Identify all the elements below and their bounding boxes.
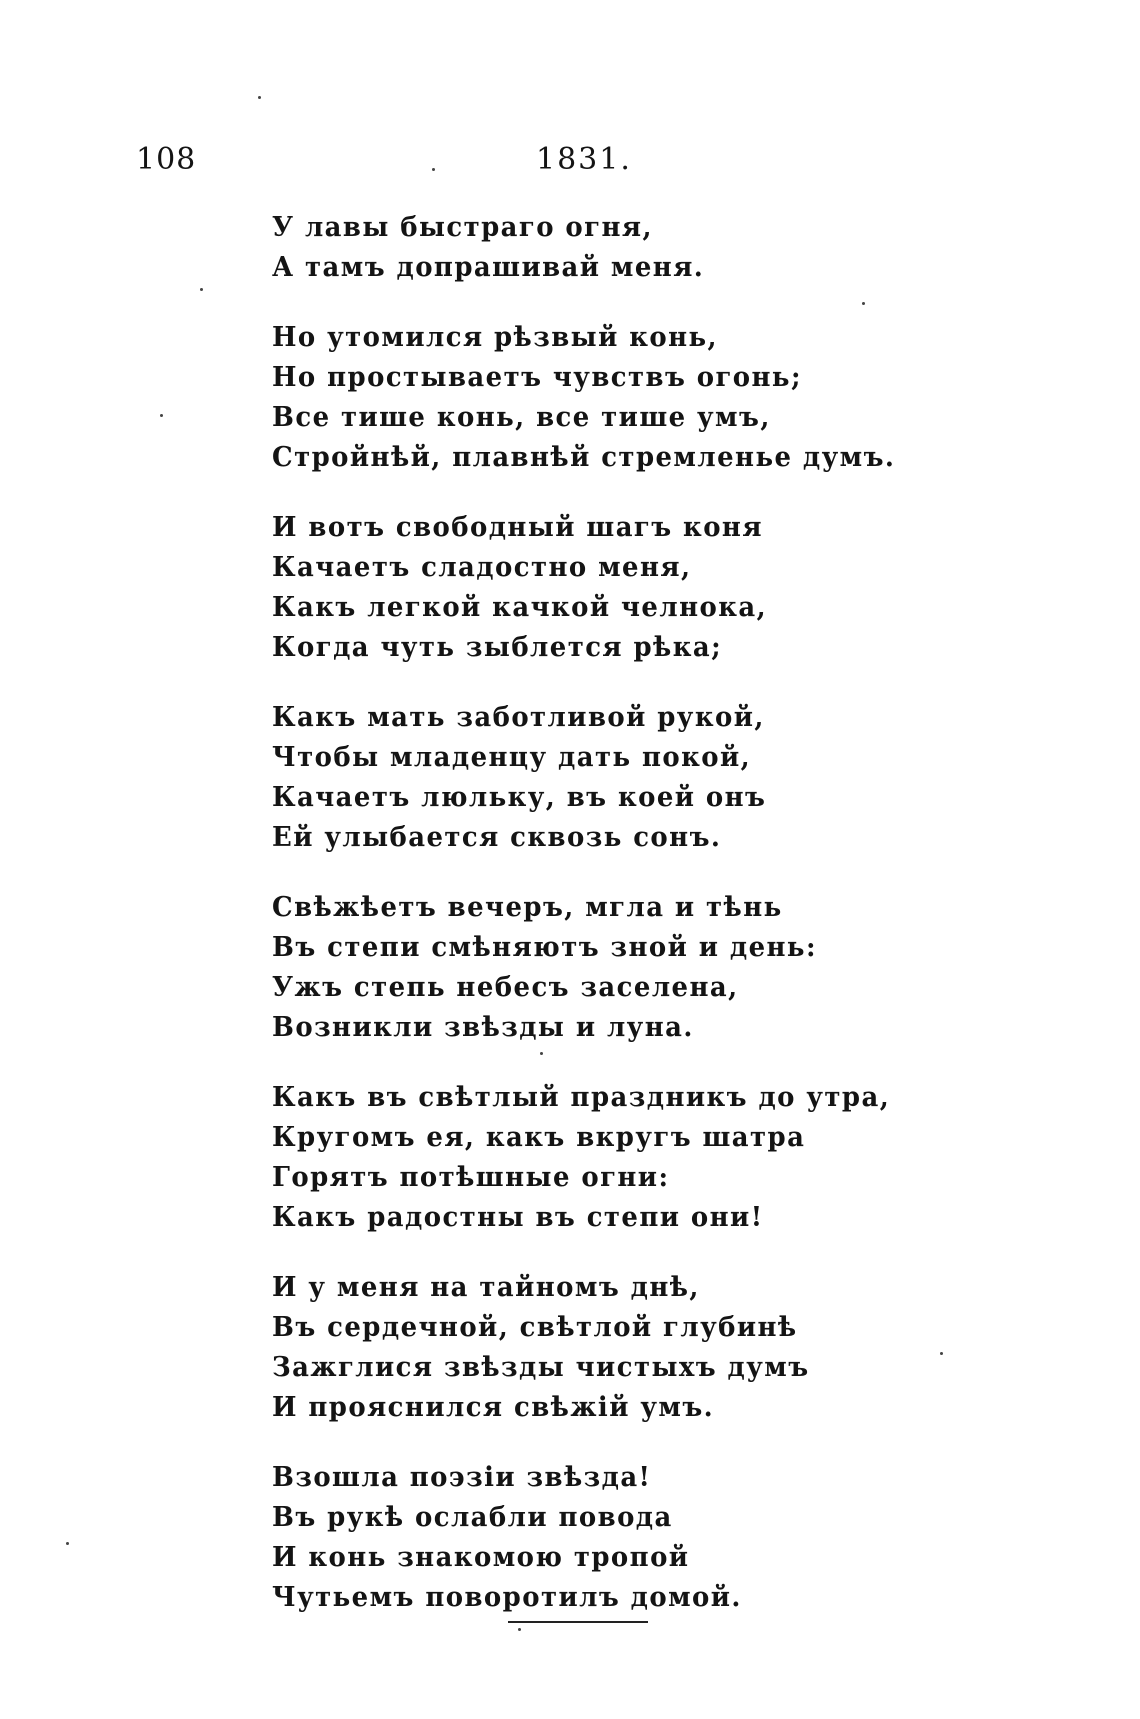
poem-line: Какъ мать заботливой рукой, xyxy=(272,702,765,733)
poem-line: Чтобы младенцу дать покой, xyxy=(272,742,752,773)
print-speck xyxy=(432,168,435,171)
poem-line: Стройнѣй, плавнѣй стремленье думъ. xyxy=(272,442,896,473)
poem-line: У лавы быстраго огня, xyxy=(272,212,653,243)
poem-line: Чутьемъ поворотилъ домой. xyxy=(272,1582,742,1613)
poem-line: Взошла поэзіи звѣзда! xyxy=(272,1462,652,1493)
print-speck xyxy=(540,1052,543,1055)
poem-line: Ей улыбается сквозь сонъ. xyxy=(272,822,722,853)
poem-line: Въ сердечной, свѣтлой глубинѣ xyxy=(272,1312,798,1343)
poem-line: Когда чуть зыблется рѣка; xyxy=(272,632,723,663)
poem-line: Но утомился рѣзвый конь, xyxy=(272,322,719,353)
poem-line: И вотъ свободный шагъ коня xyxy=(272,512,763,543)
poem-line: А тамъ допрашивай меня. xyxy=(272,252,705,283)
poem-line: Какъ легкой качкой челнока, xyxy=(272,592,768,623)
poem-line: Какъ радостны въ степи они! xyxy=(272,1202,764,1233)
print-speck xyxy=(160,414,163,417)
closing-rule xyxy=(508,1621,648,1623)
poem-line: И у меня на тайномъ днѣ, xyxy=(272,1272,700,1303)
poem-line: Но простываетъ чувствъ огонь; xyxy=(272,362,802,393)
print-speck xyxy=(940,1352,943,1355)
poem-line: Зажглися звѣзды чистыхъ думъ xyxy=(272,1352,810,1383)
poem-line: И прояснился свѣжій умъ. xyxy=(272,1392,715,1423)
print-speck xyxy=(200,288,203,291)
poem-line: Свѣжѣетъ вечеръ, мгла и тѣнь xyxy=(272,892,783,923)
poem-line: И конь знакомою тропой xyxy=(272,1542,690,1573)
poem-line: Какъ въ свѣтлый праздникъ до утра, xyxy=(272,1082,891,1113)
poem-line: Ужъ степь небесъ заселена, xyxy=(272,972,739,1003)
poem-line: Качаетъ люльку, въ коей онъ xyxy=(272,782,767,813)
print-speck xyxy=(518,1628,521,1631)
poem-line: Въ рукѣ ослабли повода xyxy=(272,1502,673,1533)
poem-line: Все тише конь, все тише умъ, xyxy=(272,402,771,433)
poem-line: Возникли звѣзды и луна. xyxy=(272,1012,694,1043)
poem-line: Горятъ потѣшные огни: xyxy=(272,1162,670,1193)
print-speck xyxy=(258,96,261,99)
print-speck xyxy=(862,302,865,305)
running-head-year: 1831. xyxy=(536,142,632,177)
page-number: 108 xyxy=(136,142,197,177)
poem-line: Въ степи смѣняютъ зной и день: xyxy=(272,932,817,963)
print-speck xyxy=(66,1542,69,1545)
poem-line: Качаетъ сладостно меня, xyxy=(272,552,692,583)
poem-line: Кругомъ ея, какъ вкругъ шатра xyxy=(272,1122,806,1153)
